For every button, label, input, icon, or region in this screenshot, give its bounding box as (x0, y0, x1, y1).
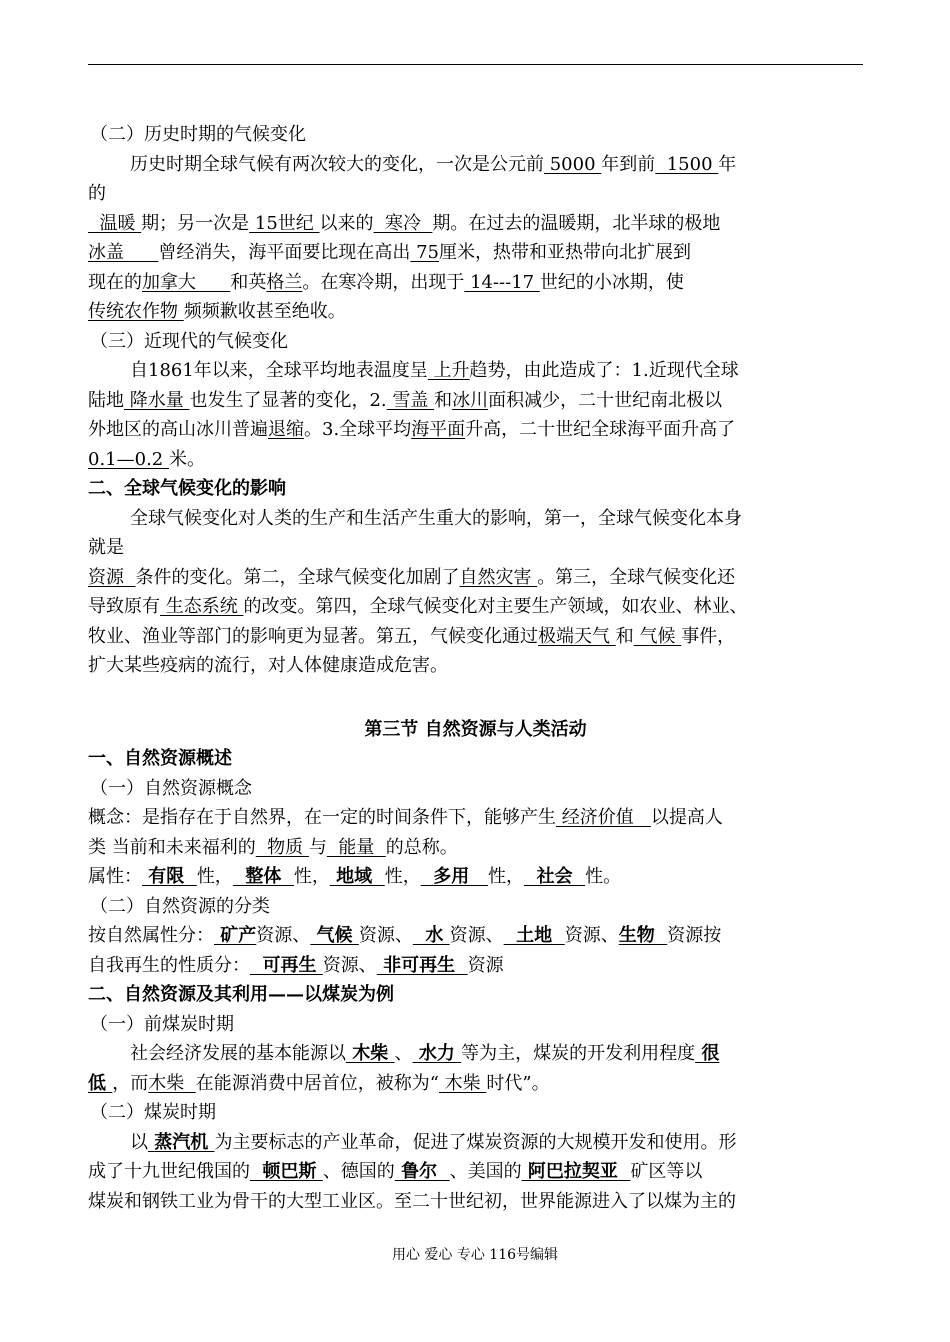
text-run: 频频歉收甚至绝收。 (183, 301, 346, 322)
answer-blank: 蒸汽机 (148, 1131, 215, 1153)
text-line (88, 833, 863, 863)
answer-blank: 格兰 (266, 271, 303, 293)
text-run: 性。 (585, 866, 622, 887)
header-rule (88, 64, 863, 65)
text-line (88, 1157, 863, 1187)
text-run: 。在寒冷期，出现于 (302, 271, 465, 293)
text-run: 历史时期全球气候有两次较大的变化，一次是公元前 (130, 153, 544, 175)
text-line (88, 774, 863, 804)
text-line (88, 892, 863, 922)
text-run: 、德国的 (322, 1161, 395, 1182)
answer-blank: 寒冷 (373, 212, 433, 234)
text-line (88, 268, 863, 298)
text-run: 成了十九世纪俄国的 (88, 1161, 250, 1182)
text-line (88, 951, 863, 981)
text-line (88, 445, 863, 475)
text-run: ，而 (112, 1072, 149, 1094)
text-run: 矿区等以 (630, 1161, 703, 1182)
answer-blank: 降水量 (124, 389, 190, 411)
text-line (88, 744, 863, 774)
text-run: 米。 (168, 448, 205, 470)
text-run: （二）煤炭时期 (90, 1102, 216, 1123)
text-run: 面积减少，二十世纪南北极以 (488, 389, 723, 411)
text-line (88, 651, 863, 681)
text-line (88, 803, 863, 833)
text-line (88, 1128, 863, 1158)
text-line (88, 563, 863, 593)
answer-blank: 14---17 (464, 271, 540, 293)
text-run: 期。在过去的温暖期，北半球的极地 (432, 212, 721, 234)
text-run: 性， (384, 866, 421, 887)
answer-blank: 可再生 (250, 954, 323, 976)
text-run: 属性： (88, 866, 142, 887)
text-run: 性， (488, 866, 525, 887)
text-line (88, 592, 863, 622)
text-run: 也发生了显著的变化，2. (189, 389, 387, 411)
text-run: 类 当前和未来福利的 (88, 836, 256, 858)
text-run: 二、自然资源及其利用——以煤炭为例 (88, 984, 394, 1005)
text-run: 为主要标志的产业革命，促进了煤炭资源的大规模开发和使用。形 (214, 1131, 737, 1153)
text-run: 资源 (467, 954, 504, 976)
text-run: 事件， (681, 625, 736, 647)
document-body (88, 120, 863, 1216)
answer-blank: 顿巴斯 (250, 1161, 323, 1182)
answer-blank: 传统农作物 (88, 301, 184, 322)
text-run: 资源按 (667, 925, 722, 946)
answer-blank: 5000 (544, 153, 602, 175)
text-run: 在能源消费中居首位，被称为“ (195, 1072, 439, 1094)
answer-blank: 鲁尔 (394, 1161, 450, 1182)
text-run: 社会经济发展的基本能源以 (130, 1043, 346, 1064)
text-line (88, 238, 863, 268)
text-run: 自我再生的性质分： (88, 954, 250, 976)
text-line (88, 1069, 863, 1099)
answer-blank: 75 (410, 242, 439, 263)
answer-blank: 非可再生 (376, 954, 468, 976)
text-run: 世纪的小冰期，使 (539, 271, 684, 293)
text-run: （一）自然资源概念 (90, 777, 252, 799)
text-line (88, 1098, 863, 1128)
text-run: 。第三，全球气候变化还 (537, 566, 736, 588)
answer-blank: 水 (412, 925, 450, 946)
answer-blank: 多用 (420, 866, 489, 887)
text-run: 概念：是指存在于自然界，在一定的时间条件下，能够产生 (88, 807, 556, 828)
text-run: 就是 (88, 537, 124, 558)
answer-blank: 社会 (524, 866, 586, 887)
text-run: 的 (88, 183, 106, 204)
text-run: 。3.全球平均 (304, 419, 412, 440)
text-line (88, 474, 863, 504)
text-run: 按自然属性分： (88, 925, 214, 946)
text-run: 扩大某些疫病的流行，对人体健康造成危害。 (88, 655, 448, 676)
text-run: 期；另一次是 (141, 212, 250, 234)
answer-blank: 气候 (633, 625, 682, 647)
answer-blank: 木柴 (438, 1072, 487, 1094)
answer-blank: 资源 (88, 566, 136, 588)
text-line (88, 533, 863, 563)
answer-blank: 很 (695, 1043, 720, 1064)
text-line (88, 622, 863, 652)
text-line (88, 120, 863, 150)
text-line (88, 980, 863, 1010)
answer-blank: 木柴 (346, 1043, 395, 1064)
text-run: （二）自然资源的分类 (90, 895, 270, 917)
text-run: 和 (434, 389, 453, 411)
answer-blank: 0.1—0.2 (88, 448, 169, 470)
answer-blank: 经济价值 (556, 807, 651, 828)
text-run: （三）近现代的气候变化 (90, 330, 288, 352)
text-run: 资源、 (358, 925, 413, 946)
text-line (88, 1039, 863, 1069)
text-line (88, 1010, 863, 1040)
text-run: 的改变。第四，全球气候变化对主要生产领域，如农业、林业、 (243, 596, 748, 617)
text-run: 和 (615, 625, 634, 647)
answer-blank: 整体 (232, 866, 294, 887)
text-run: 性， (293, 866, 330, 887)
text-run: 以来的 (319, 212, 374, 234)
text-run: 全球气候变化对人类的生产和生活产生重大的影响，第一，全球气候变化本身 (130, 507, 742, 529)
answer-blank: 气候 (310, 925, 359, 946)
text-run: 陆地 (88, 389, 124, 411)
text-run: 资源、 (322, 954, 377, 976)
text-run: 现在的 (88, 271, 142, 293)
answer-blank: 温暖 (88, 212, 142, 234)
text-run: 与 (308, 836, 327, 858)
text-run: 厘米，热带和亚热带向北扩展到 (438, 242, 691, 263)
answer-blank: 物质 (255, 836, 309, 858)
text-run: 外地区的高山冰川普遍 (88, 419, 268, 440)
text-line (88, 715, 863, 745)
text-run: 以 (130, 1131, 148, 1153)
answer-blank: 阿巴拉契亚 (521, 1161, 631, 1182)
answer-blank: 低 (88, 1072, 113, 1094)
text-run: 以提高人 (650, 807, 723, 828)
text-run: 、 (394, 1043, 413, 1064)
text-run: （一）前煤炭时期 (90, 1013, 234, 1035)
answer-blank: 生物 (618, 925, 668, 946)
answer-blank: 地域 (329, 866, 385, 887)
answer-blank: 能量 (326, 836, 386, 858)
page-footer: 用心 爱心 专心 116号编辑 (391, 1247, 559, 1263)
answer-blank: 冰盖 (88, 242, 159, 263)
answer-blank: 15世纪 (249, 212, 320, 234)
text-line (88, 327, 863, 357)
text-line (88, 209, 863, 239)
text-run: 资源、 (449, 925, 504, 946)
text-run: 年到前 (601, 153, 656, 175)
text-line (88, 150, 863, 180)
answer-blank: 雪盖 (386, 389, 435, 411)
answer-blank: 1500 (655, 153, 719, 175)
answer-blank: 生态系统 (160, 596, 244, 617)
text-line (88, 862, 863, 892)
text-run: 趋势，由此造成了：1.近现代全球 (469, 360, 739, 381)
answer-blank: 矿产 (214, 925, 257, 946)
answer-blank: 木柴 (148, 1072, 196, 1094)
text-line (88, 681, 863, 715)
text-run: 和英 (230, 271, 267, 293)
text-run: 第三节 自然资源与人类活动 (364, 718, 587, 740)
text-run: 曾经消失，海平面要比现在高出 (158, 242, 411, 263)
text-line (88, 504, 863, 534)
text-run: 、美国的 (449, 1161, 522, 1182)
text-run: 自1861年以来，全球平均地表温度呈 (130, 360, 428, 381)
text-line (88, 1187, 863, 1217)
text-run: 二、全球气候变化的影响 (88, 478, 286, 499)
text-run: 资源、 (564, 925, 619, 946)
text-run: （二）历史时期的气候变化 (90, 124, 306, 145)
text-line (88, 386, 863, 416)
text-line (88, 179, 863, 209)
text-line (88, 415, 863, 445)
answer-blank: 加拿大 (142, 271, 231, 293)
answer-blank: 土地 (503, 925, 565, 946)
text-run: 资源、 (256, 925, 311, 946)
text-run: 的总称。 (385, 836, 458, 858)
answer-blank: 冰川 (452, 389, 489, 411)
text-line (88, 921, 863, 951)
text-line (88, 297, 863, 327)
text-run: 时代”。 (486, 1072, 550, 1094)
answer-blank: 上升 (427, 360, 470, 381)
answer-blank: 自然灾害 (459, 566, 538, 588)
text-run: 牧业、渔业等部门的影响更为显著。第五，气候变化通过 (88, 625, 538, 647)
text-run: 升高，二十世纪全球海平面升高了 (465, 419, 736, 440)
text-run: 导致原有 (88, 596, 160, 617)
text-run: 条件的变化。第二，全球气候变化加剧了 (135, 566, 460, 588)
text-run: 性， (196, 866, 233, 887)
text-run: 一、自然资源概述 (88, 748, 232, 769)
answer-blank: 水力 (412, 1043, 462, 1064)
answer-blank: 退缩 (268, 419, 304, 440)
text-run: 年 (718, 153, 737, 175)
answer-blank: 有限 (142, 866, 197, 887)
text-run: 等为主，煤炭的开发利用程度 (461, 1043, 696, 1064)
answer-blank: 海平面 (411, 419, 466, 440)
answer-blank: 极端天气 (538, 625, 616, 647)
text-line (88, 356, 863, 386)
text-run: 煤炭和钢铁工业为骨干的大型工业区。至二十世纪初，世界能源进入了以煤为主的 (88, 1190, 736, 1212)
